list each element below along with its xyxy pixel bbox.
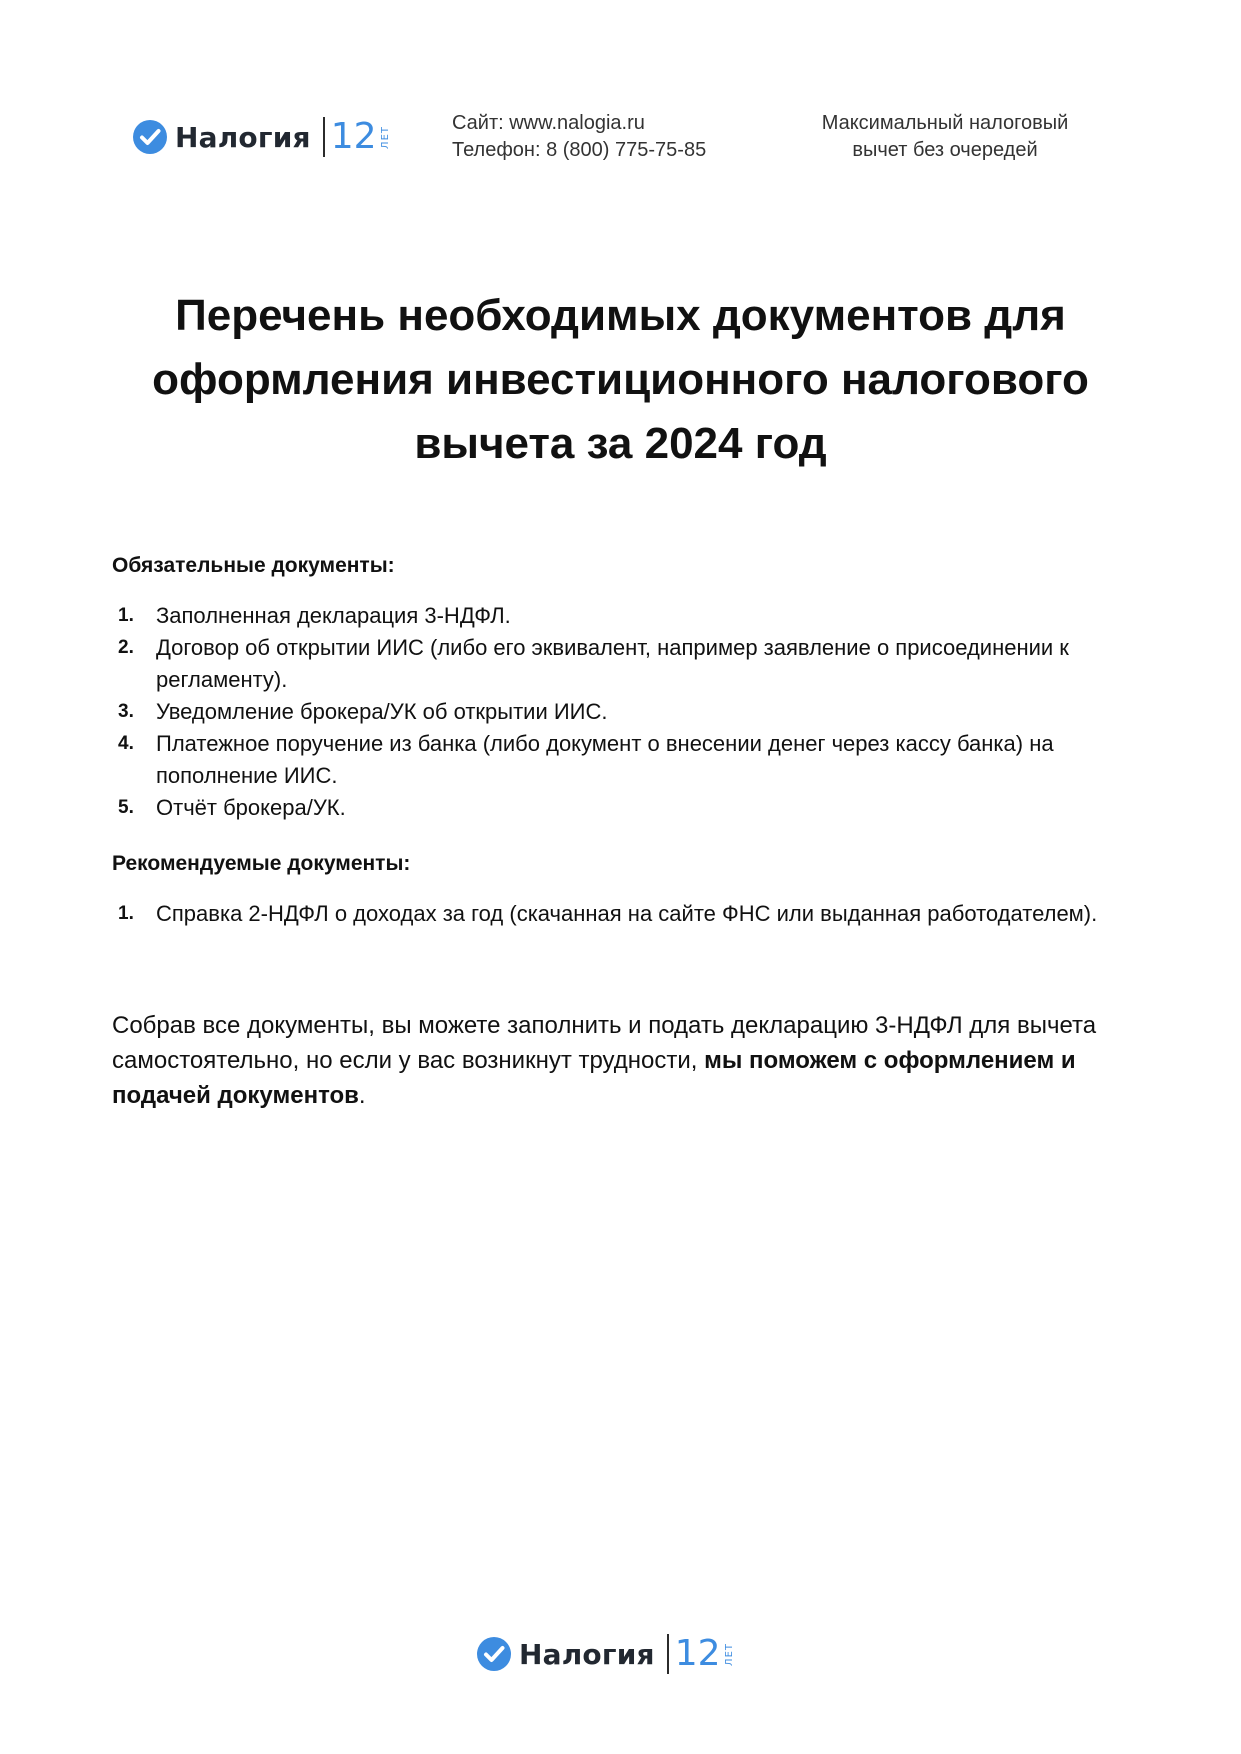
header-slogan — [780, 110, 1110, 164]
closing-paragraph — [112, 1008, 1152, 1113]
logo-years-suffix: ЛЕТ — [723, 1642, 735, 1666]
list-item-text: Платежное поручение из банка (либо документ о внесении денег через кассу банка) на пополнение ИИС. — [156, 731, 1054, 788]
recommended-list — [112, 898, 1142, 930]
phone-line[interactable]: Телефон: 8 (800) 775-75-85 — [452, 139, 707, 161]
list-item-text: Заполненная декларация 3-НДФЛ. — [156, 603, 511, 628]
list-number: 4. — [118, 733, 134, 754]
header-logo — [132, 112, 391, 162]
logo-years: 12 — [674, 1633, 721, 1674]
list-item-text: Договор об открытии ИИС (либо его эквивалент, например заявление о присоединении к регламенту). — [156, 635, 1069, 692]
list-item — [112, 898, 1142, 930]
list-number: 1. — [118, 903, 134, 924]
title-line-1: Перечень необходимых документов для — [175, 291, 1066, 340]
list-item-text: Справка 2-НДФЛ о доходах за год (скачанная на сайте ФНС или выданная работодателем). — [156, 901, 1098, 926]
list-item — [112, 632, 1142, 696]
title-line-3: вычета за 2024 год — [414, 419, 827, 468]
site-line[interactable]: Сайт: www.nalogia.ru — [452, 112, 645, 134]
list-number: 2. — [118, 637, 134, 658]
list-item — [112, 728, 1142, 792]
title-line-2: оформления инвестиционного налогового — [152, 355, 1089, 404]
check-circle-icon — [132, 119, 168, 155]
list-item — [112, 792, 1142, 824]
list-number: 1. — [118, 605, 134, 626]
list-item-text: Отчёт брокера/УК. — [156, 795, 346, 820]
mandatory-heading: Обязательные документы: — [112, 554, 395, 577]
list-number: 5. — [118, 797, 134, 818]
list-number: 3. — [118, 701, 134, 722]
logo-name: Налогия — [175, 120, 311, 154]
logo-separator — [323, 117, 325, 157]
mandatory-list — [112, 600, 1142, 824]
list-item-text: Уведомление брокера/УК об открытии ИИС. — [156, 699, 608, 724]
header-contacts — [452, 110, 706, 164]
logo-years-suffix: ЛЕТ — [379, 125, 391, 149]
closing-text: Собрав все документы, вы можете заполнить и подать декларацию 3-НДФЛ для вычета самостоятельно, но если у вас возникнут трудности, — [112, 1012, 1097, 1074]
logo-years: 12 — [330, 116, 377, 157]
document-title — [60, 284, 1181, 476]
list-item — [112, 696, 1142, 728]
check-circle-icon — [476, 1636, 512, 1672]
slogan-line-1: Максимальный налоговый — [821, 112, 1069, 134]
slogan-line-2: вычет без очередей — [852, 139, 1038, 161]
logo-name: Налогия — [519, 1637, 655, 1671]
closing-end: . — [358, 1082, 366, 1109]
list-item — [112, 600, 1142, 632]
recommended-heading: Рекомендуемые документы: — [112, 852, 411, 875]
logo-separator — [667, 1634, 669, 1674]
closing-bold-text: мы поможем с оформлением и подачей документов — [112, 1047, 1076, 1109]
footer-logo — [476, 1629, 735, 1679]
